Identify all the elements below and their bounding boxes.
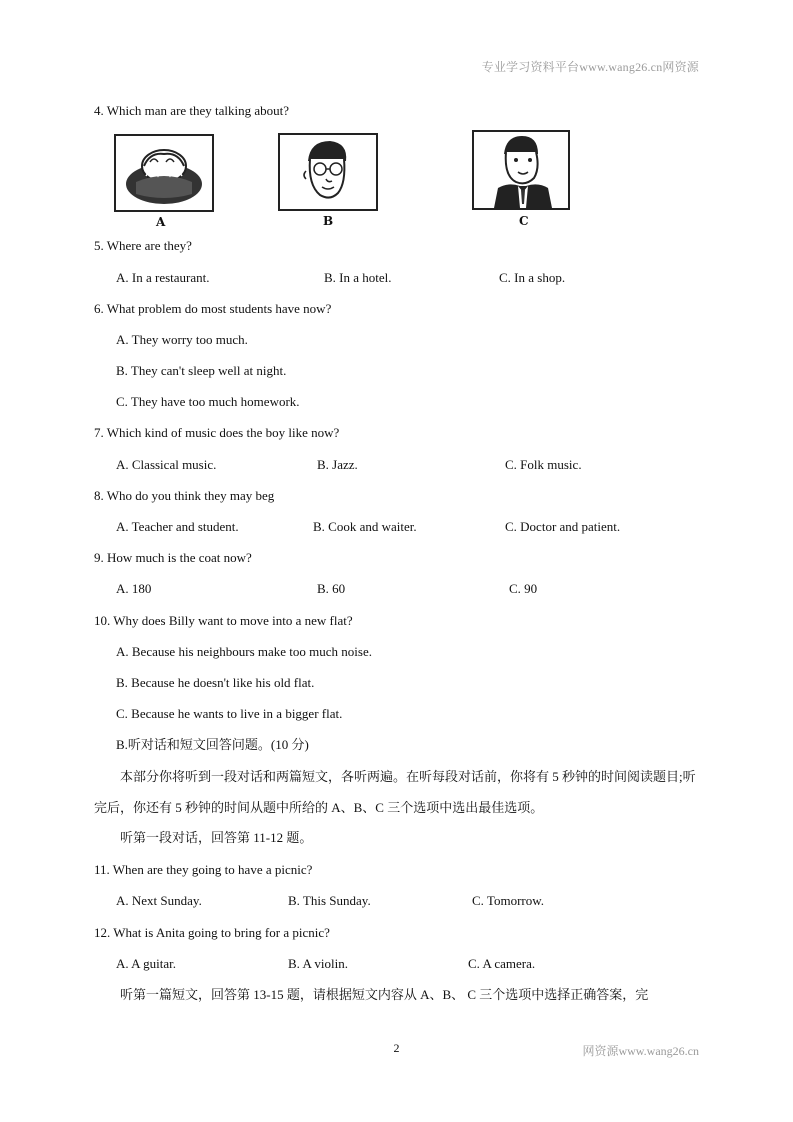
picture-c-label: C (519, 214, 529, 228)
q7-option-b: B. Jazz. (317, 457, 358, 472)
question-6: 6. What problem do most students have now? (94, 301, 332, 316)
picture-c (472, 130, 570, 210)
section-b-title: B.听对话和短文回答问题。(10 分) (116, 737, 309, 752)
question-7: 7. Which kind of music does the boy like now? (94, 425, 340, 440)
section-b-intro: 本部分你将听到一段对话和两篇短文，各听两遍。在听每段对话前，你将有 5 秒钟的时间阅读题目;听完后，你还有 5 秒钟的时间从题中所给的 A、B、C 三个选项中选出最佳选项。 (94, 769, 696, 815)
q10-option-a: A. Because his neighbours make too much noise. (116, 644, 372, 659)
footer-source: 网资源www.wang26.cn (582, 1044, 699, 1058)
picture-a (114, 134, 214, 212)
q8-option-b: B. Cook and waiter. (313, 519, 417, 534)
question-10: 10. Why does Billy want to move into a new flat? (94, 613, 353, 628)
q12-option-c: C. A camera. (468, 956, 536, 971)
q5-option-b: B. In a hotel. (324, 270, 392, 285)
picture-a-label: A (156, 215, 166, 229)
q5-option-a: A. In a restaurant. (116, 270, 210, 285)
q9-option-b: B. 60 (317, 581, 346, 596)
q11-option-c: C. Tomorrow. (472, 893, 545, 908)
passage-instruction: 听第一篇短文，回答第 13-15 题，请根据短文内容从 A、B、 C 三个选项中选择正确答案，完 (120, 987, 649, 1002)
question-5: 5. Where are they? (94, 238, 192, 253)
q8-option-a: A. Teacher and student. (116, 519, 239, 534)
q9-option-a: A. 180 (116, 581, 152, 596)
question-11: 11. When are they going to have a picnic? (94, 862, 313, 877)
q6-option-c: C. They have too much homework. (116, 394, 300, 409)
picture-b (278, 133, 378, 211)
q9-option-c: C. 90 (509, 581, 538, 596)
q6-option-a: A. They worry too much. (116, 332, 248, 347)
dialog-instruction: 听第一段对话，回答第 11-12 题。 (120, 830, 313, 845)
q12-option-b: B. A violin. (288, 956, 348, 971)
q11-option-a: A. Next Sunday. (116, 893, 202, 908)
question-9: 9. How much is the coat now? (94, 550, 252, 565)
q10-option-c: C. Because he wants to live in a bigger flat. (116, 706, 343, 721)
question-4: 4. Which man are they talking about? (94, 103, 290, 118)
header-watermark: 专业学习资料平台www.wang26.cn网资源 (481, 60, 699, 74)
q7-option-a: A. Classical music. (116, 457, 217, 472)
q7-option-c: C. Folk music. (505, 457, 582, 472)
man-with-glasses-icon (280, 135, 376, 209)
q8-option-c: C. Doctor and patient. (505, 519, 621, 534)
q10-option-b: B. Because he doesn't like his old flat. (116, 675, 315, 690)
picture-b-label: B (323, 214, 334, 228)
q11-option-b: B. This Sunday. (288, 893, 371, 908)
q6-option-b: B. They can't sleep well at night. (116, 363, 287, 378)
man-covering-face-icon (116, 136, 212, 210)
page-number: 2 (393, 1041, 400, 1055)
question-8: 8. Who do you think they may beg (94, 488, 275, 503)
question-12: 12. What is Anita going to bring for a picnic? (94, 925, 330, 940)
q5-option-c: C. In a shop. (499, 270, 566, 285)
q12-option-a: A. A guitar. (116, 956, 176, 971)
man-in-suit-icon (474, 132, 568, 208)
